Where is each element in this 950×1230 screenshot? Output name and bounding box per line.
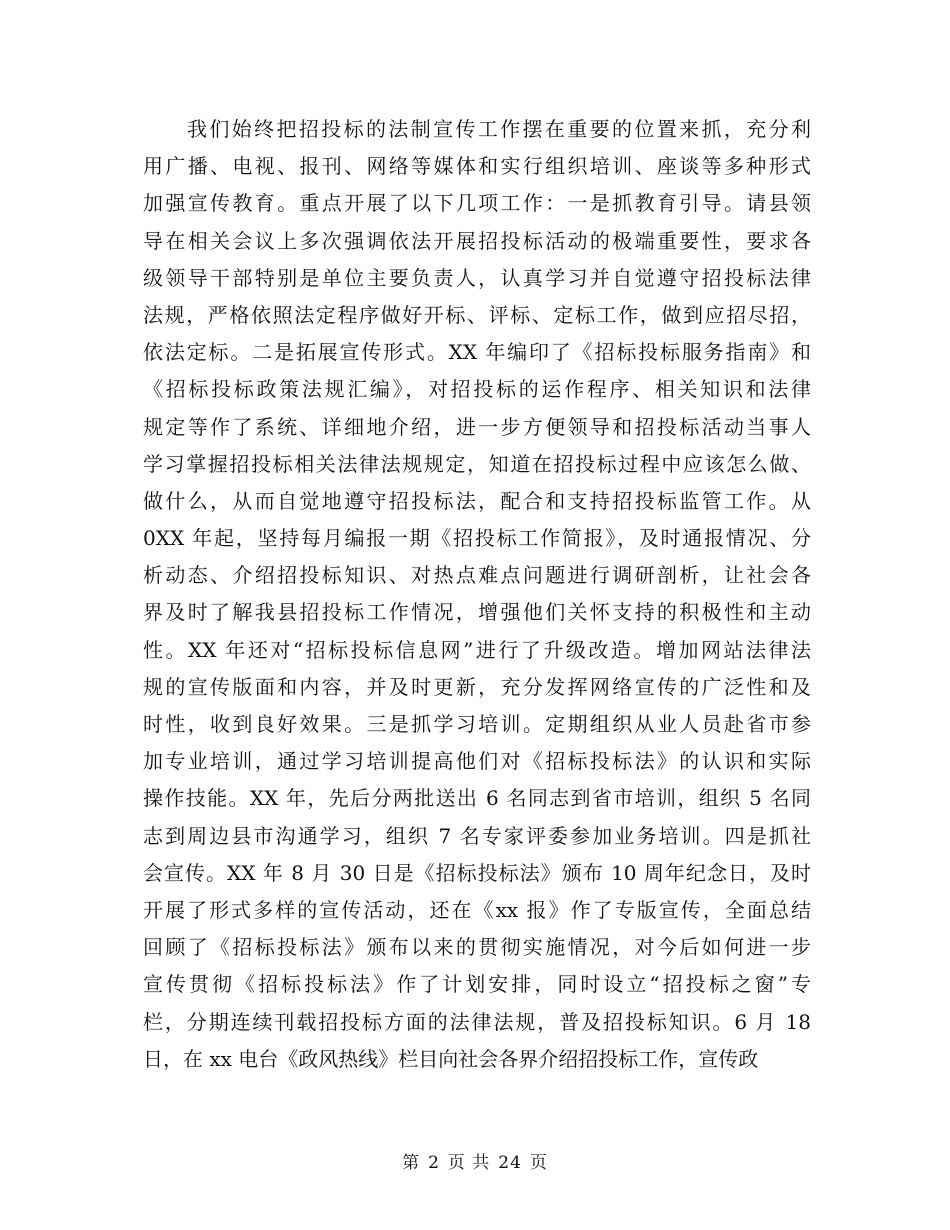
footer-middle: 页 共 xyxy=(447,1153,491,1173)
text-line: 规的宣传版面和内容，并及时更新，充分发挥网络宣传的广泛性和及 xyxy=(143,674,811,699)
text-line: 做什么，从而自觉地遵守招投标法，配合和支持招投标监管工作。从 xyxy=(143,488,811,513)
text-line: 界及时了解我县招投标工作情况，增强他们关怀支持的积极性和主动 xyxy=(143,600,811,625)
text-line: 操作技能。XX 年，先后分两批送出 6 名同志到省市培训，组织 5 名同 xyxy=(143,786,811,811)
total-pages: 24 xyxy=(498,1153,522,1173)
text-line: 《招标投标政策法规汇编》，对招投标的运作程序、相关知识和法律 xyxy=(143,377,811,402)
text-line: 宣传贯彻《招标投标法》作了计划安排，同时设立“招投标之窗”专 xyxy=(143,972,811,997)
body-paragraph xyxy=(143,111,811,1078)
text-line: 依法定标。二是拓展宣传形式。XX 年编印了《招标投标服务指南》和 xyxy=(143,340,811,365)
footer-suffix: 页 xyxy=(529,1153,548,1173)
text-line: 导在相关会议上多次强调依法开展招投标活动的极端重要性，要求各 xyxy=(143,228,811,253)
text-line: 时性，收到良好效果。三是抓学习培训。定期组织从业人员赴省市参 xyxy=(143,712,811,736)
text-line: 加专业培训，通过学习培训提高他们对《招标投标法》的认识和实际 xyxy=(143,749,811,774)
page-footer xyxy=(0,1151,950,1175)
text-line: 栏，分期连续刊载招投标方面的法律法规，普及招投标知识。6 月 18 xyxy=(143,1009,811,1034)
text-line: 学习掌握招投标相关法律法规规定，知道在招投标过程中应该怎么做、 xyxy=(143,451,811,476)
text-line: 加强宣传教育。重点开展了以下几项工作：一是抓教育引导。请县领 xyxy=(143,191,811,216)
text-line: 析动态、介绍招投标知识、对热点难点问题进行调研剖析，让社会各 xyxy=(143,563,811,588)
text-line: 法规，严格依照法定程序做好开标、评标、定标工作，做到应招尽招， xyxy=(143,302,811,327)
text-line: 性。XX 年还对“招标投标信息网”进行了升级改造。增加网站法律法 xyxy=(143,637,811,662)
text-line: 回顾了《招标投标法》颁布以来的贯彻实施情况，对今后如何进一步 xyxy=(143,935,811,960)
text-line: 我们始终把招投标的法制宣传工作摆在重要的位置来抓，充分利 xyxy=(187,117,811,141)
text-line: 开展了形式多样的宣传活动，还在《xx 报》作了专版宣传，全面总结 xyxy=(143,897,811,922)
page-number: 2 xyxy=(428,1153,440,1173)
text-line: 日，在 xx 电台《政风热线》栏目向社会各界介绍招投标工作，宣传政 xyxy=(143,1046,759,1071)
text-line: 级领导干部特别是单位主要负责人，认真学习并自觉遵守招投标法律 xyxy=(143,265,811,290)
text-line: 用广播、电视、报刊、网络等媒体和实行组织培训、座谈等多种形式 xyxy=(143,154,811,179)
text-line: 0XX 年起，坚持每月编报一期《招投标工作简报》，及时通报情况、分 xyxy=(143,526,811,551)
text-line: 会宣传。XX 年 8 月 30 日是《招标投标法》颁布 10 周年纪念日，及时 xyxy=(143,860,811,885)
text-line: 志到周边县市沟通学习，组织 7 名专家评委参加业务培训。四是抓社 xyxy=(143,823,811,848)
footer-prefix: 第 xyxy=(402,1153,421,1173)
text-line: 规定等作了系统、详细地介绍，进一步方便领导和招投标活动当事人 xyxy=(143,414,811,439)
